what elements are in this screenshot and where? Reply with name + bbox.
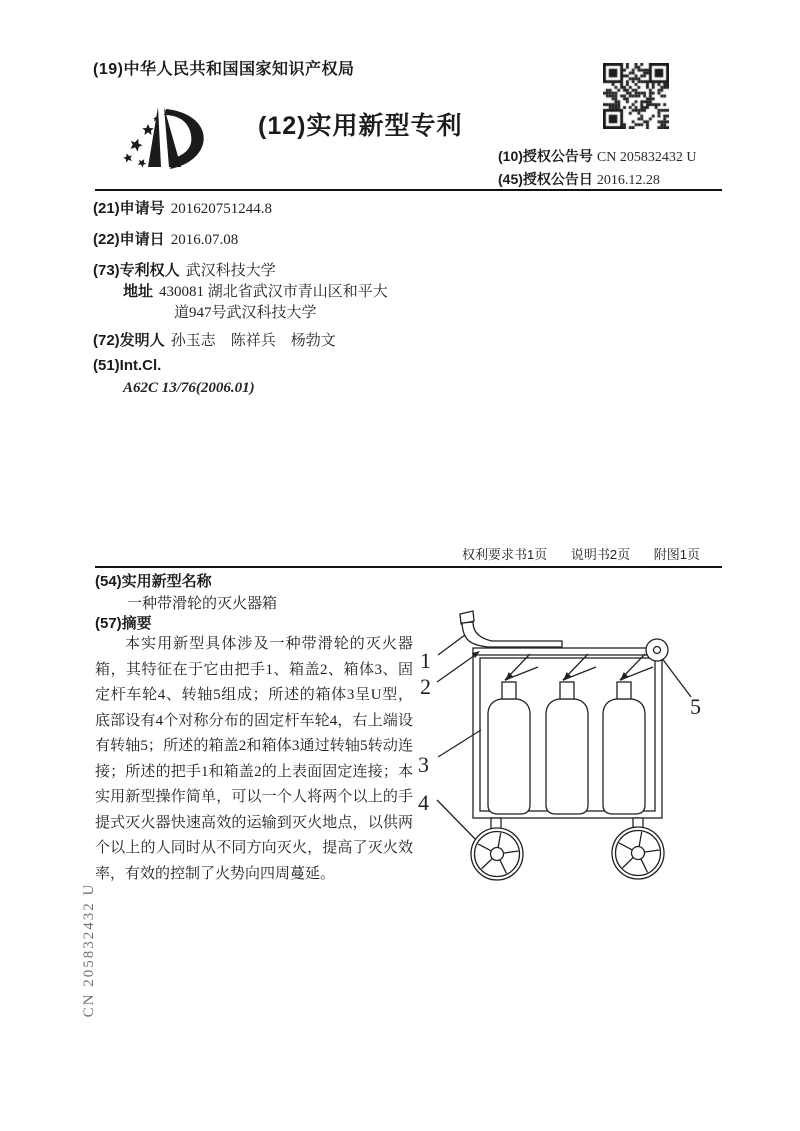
application-date-row: (22)申请日 2016.07.08 [93, 231, 239, 248]
description-pages: 说明书2页 [570, 547, 631, 562]
wheel-left [471, 828, 523, 880]
extinguisher-3 [603, 654, 653, 814]
wheel-stem-left [491, 818, 501, 829]
abstract-text: 本实用新型具体涉及一种带滑轮的灭火器箱，其特征在于它由把手1、箱盖2、箱体3、固定杆车轮4、转轴5组成；所述的箱体3呈U型，底部设有4个对称分布的固定杆车轮4，右上端设有转轴5；所述的箱盖2和箱体3通过转轴5转动连接；所述的把手1和箱盖2的上表面固定连接；本实用新型操作简单，可以一个人将两个以上的手提式灭火器快速高效的运输到灭火地点，以供两个以上的人同时从不同方向灭火，提高了灭火效率，有效的控制了火势向四周蔓延。 [95, 636, 413, 882]
drawings-pages: 附图1页 [653, 547, 700, 562]
inventors-row: (72)发明人 孙玉志 陈祥兵 杨勃文 [93, 332, 336, 349]
claims-pages: 权利要求书1页 [462, 547, 548, 562]
int-cl-value-row: A62C 13/76(2006.01) [123, 380, 255, 396]
ref-label-5: 5 [690, 694, 701, 719]
extinguisher-2 [546, 654, 596, 814]
vertical-doc-number: CN 205832432 U [81, 882, 97, 1018]
section-divider [95, 566, 722, 568]
sipo-logo [118, 103, 218, 178]
application-number-row: (21)申请号 201620751244.8 [93, 200, 272, 217]
invention-title: 一种带滑轮的灭火器箱 [127, 595, 278, 612]
address-row: 地址 430081 湖北省武汉市青山区和平大 [123, 283, 388, 300]
publication-date-row [498, 169, 660, 189]
publication-number-value: CN 205832432 U [596, 150, 697, 165]
wheel-right [612, 827, 664, 879]
fire-extinguishers [488, 654, 653, 814]
ref-label-3: 3 [418, 752, 429, 777]
header-divider [95, 189, 722, 191]
publication-date-label: (45)授权公告日 [498, 171, 593, 187]
pivot-shaft [646, 639, 668, 661]
qr-code [603, 63, 669, 129]
patent-figure [408, 598, 730, 900]
handle [460, 611, 562, 647]
patentee-row: (73)专利权人 武汉科技大学 [93, 262, 276, 279]
publication-number-label: (10)授权公告号 [498, 148, 593, 164]
int-cl-row: (51)Int.Cl. [93, 357, 162, 374]
extinguisher-1 [488, 654, 538, 814]
address-row-2: 道947号武汉科技大学 [174, 305, 317, 321]
issuing-office-title: (19)中华人民共和国国家知识产权局 [93, 61, 355, 78]
title-section-label: (54)实用新型名称 [95, 573, 212, 590]
ref-label-2: 2 [420, 674, 431, 699]
abstract-section-label: (57)摘要 [95, 615, 152, 632]
pagination-summary [95, 544, 700, 563]
document-type-title: (12)实用新型专利 [258, 112, 463, 140]
publication-date-value: 2016.12.28 [596, 173, 660, 188]
ref-label-4: 4 [418, 790, 429, 815]
ref-label-1: 1 [420, 648, 431, 673]
publication-number-row [498, 146, 696, 166]
